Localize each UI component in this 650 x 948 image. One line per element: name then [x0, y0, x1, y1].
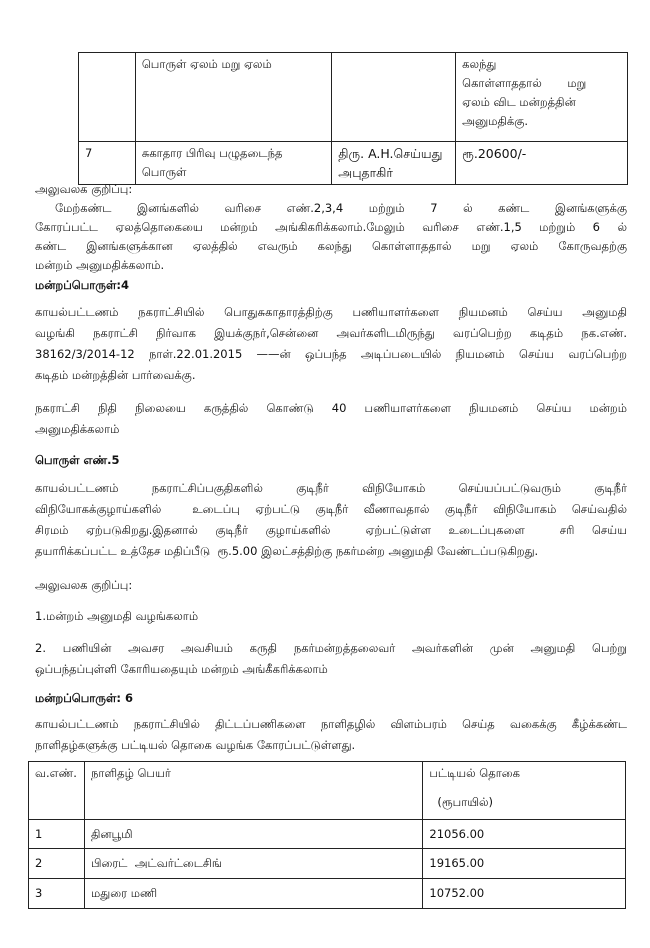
paragraph-line: காயல்பட்டணம் நகராட்சியில் திட்டப்பணிகளை நாளிதழில் விளம்பரம் செய்த வகைக்கு கீழ்க்கண்ட — [35, 717, 627, 731]
cell-line: சுகாதார பிரிவு பழுதடைந்த — [141, 146, 283, 160]
office-note-line: மன்றம் அனுமதிக்கலாம். — [35, 258, 165, 272]
office-note-heading: அலுவலக குறிப்பு: — [35, 182, 133, 196]
office-note-item: 1.மன்றம் அனுமதி வழங்கலாம் — [35, 609, 199, 623]
table-row — [29, 849, 626, 879]
table-header-cell: நாளிதழ் பெயர் — [84, 762, 422, 820]
table-cell — [135, 142, 331, 185]
table-cell: பிரைட் அட்வர்ட்டைசிங் — [84, 849, 422, 879]
paragraph-line: கடிதம் மன்றத்தின் பார்வைக்கு. — [35, 368, 196, 382]
paragraph-line: அனுமதிக்கலாம் — [35, 422, 120, 436]
table-cell: தினபூமி — [84, 820, 422, 849]
table-cell: 7 — [79, 142, 136, 185]
auction-table — [78, 52, 628, 185]
cell-line: கொள்ளாததால் மறு — [462, 76, 587, 90]
header-amount: பட்டியல் தொகை — [429, 766, 520, 780]
office-note-item: 2. பணியின் அவசர அவசியம் கருதி நகர்மன்றத்தலைவர் அவர்களின் முன் அனுமதி பெற்று — [35, 641, 627, 655]
table-cell — [456, 53, 628, 142]
table-cell — [332, 53, 456, 142]
header-amount-unit: (ரூபாயில்) — [437, 795, 494, 809]
newspaper-bill-table — [28, 761, 626, 909]
subject6-heading: மன்றப்பொருள்: 6 — [35, 691, 133, 705]
cell-line: கலந்து — [462, 57, 497, 71]
table-cell: ரூ.20600/- — [456, 142, 628, 185]
table-row — [79, 142, 628, 185]
office-note-line: கண்ட இனங்களுக்கான ஏலத்தில் எவரும் கலந்து கொள்ளாததால் மறு ஏலம் கோருவதற்கு — [35, 239, 627, 253]
table-cell: 3 — [29, 879, 85, 909]
office-note-line: கோரப்பட்ட ஏலத்தொகையை மன்றம் அங்கிகரிக்கலாம்.மேலும் வரிசை எண்.1,5 மற்றும் 6 ல் — [35, 220, 627, 234]
subject4-heading: மன்றப்பொருள்:4 — [35, 278, 129, 292]
table-row — [29, 879, 626, 909]
table-row — [79, 53, 628, 142]
table-cell: பொருள் ஏலம் மறு ஏலம் — [135, 53, 331, 142]
table-cell: மதுரை மணி — [84, 879, 422, 909]
paragraph-line: விநியோகக்குழாய்களில் உடைப்பு ஏற்பட்டு குடிநீர் வீணாவதால் குடிநீர் விநியோகம் செய்வதில் — [35, 502, 627, 516]
cell-line: ஏலம் விட மன்றத்தின் — [462, 95, 576, 109]
office-note-line: மேற்கண்ட இனங்களில் வரிசை எண்.2,3,4 மற்றும் 7 ல் கண்ட இனங்களுக்கு — [55, 201, 627, 215]
office-note-heading: அலுவலக குறிப்பு: — [35, 578, 133, 592]
cell-line: பொருள் — [141, 165, 187, 179]
table-cell: 19165.00 — [423, 849, 626, 879]
table-cell — [79, 53, 136, 142]
table-cell: 21056.00 — [423, 820, 626, 849]
table-cell: 2 — [29, 849, 85, 879]
cell-line: அனுமதிக்கு. — [462, 114, 529, 128]
table-header-row — [29, 762, 626, 820]
paragraph-line: நாளிதழ்களுக்கு பட்டியல் தொகை வழங்க கோரப்பட்டுள்ளது. — [35, 738, 356, 752]
office-note-item: ஒப்பந்தப்புள்ளி கோரியதையும் மன்றம் அங்கீகரிக்கலாம் — [35, 662, 328, 676]
table-header-cell — [423, 762, 626, 820]
subject5-heading: பொருள் எண்.5 — [35, 453, 120, 467]
paragraph-line: காயல்பட்டணம் நகராட்சியில் பொதுசுகாதாரத்திற்கு பணியாளர்களை நியமனம் செய்ய அனுமதி — [35, 305, 627, 319]
table-cell: 1 — [29, 820, 85, 849]
paragraph-line: நகராட்சி நிதி நிலையை கருத்தில் கொண்டு 40 பணியாளர்களை நியமனம் செய்ய மன்றம் — [35, 401, 627, 415]
paragraph-line: சிரமம் ஏற்படுகிறது.இதனால் குடிநீர் குழாய்களில் ஏற்பட்டுள்ள உடைப்புகளை சரி செய்ய — [35, 523, 627, 537]
table-row — [29, 820, 626, 849]
cell-line: திரு. A.H.செய்யது — [338, 146, 443, 161]
table-cell: 10752.00 — [423, 879, 626, 909]
paragraph-line: தயாரிக்கப்பட்ட உத்தேச மதிப்பீடு ரூ.5.00 இலட்சத்திற்கு நகர்மன்ற அனுமதி வேண்டப்படுகிறது. — [35, 544, 539, 558]
paragraph-line: 38162/3/2014-12 நாள்.22.01.2015 ——ன் ஒப்பந்த அடிப்படையில் நியமனம் செய்ய வரப்பெற்ற — [35, 347, 627, 361]
cell-line: அபுதாகிர் — [338, 165, 393, 180]
paragraph-line: காயல்பட்டணம் நகராட்சிப்பகுதிகளில் குடிநீர் விநியோகம் செய்யப்பட்டுவரும் குடிநீர் — [35, 481, 627, 495]
table-header-cell: வ.எண். — [29, 762, 85, 820]
paragraph-line: வழங்கி நகராட்சி நிர்வாக இயக்குநர்,சென்னை அவர்களிடமிருந்து வரப்பெற்ற கடிதம் நக.எண். — [35, 326, 627, 340]
table-cell — [332, 142, 456, 185]
